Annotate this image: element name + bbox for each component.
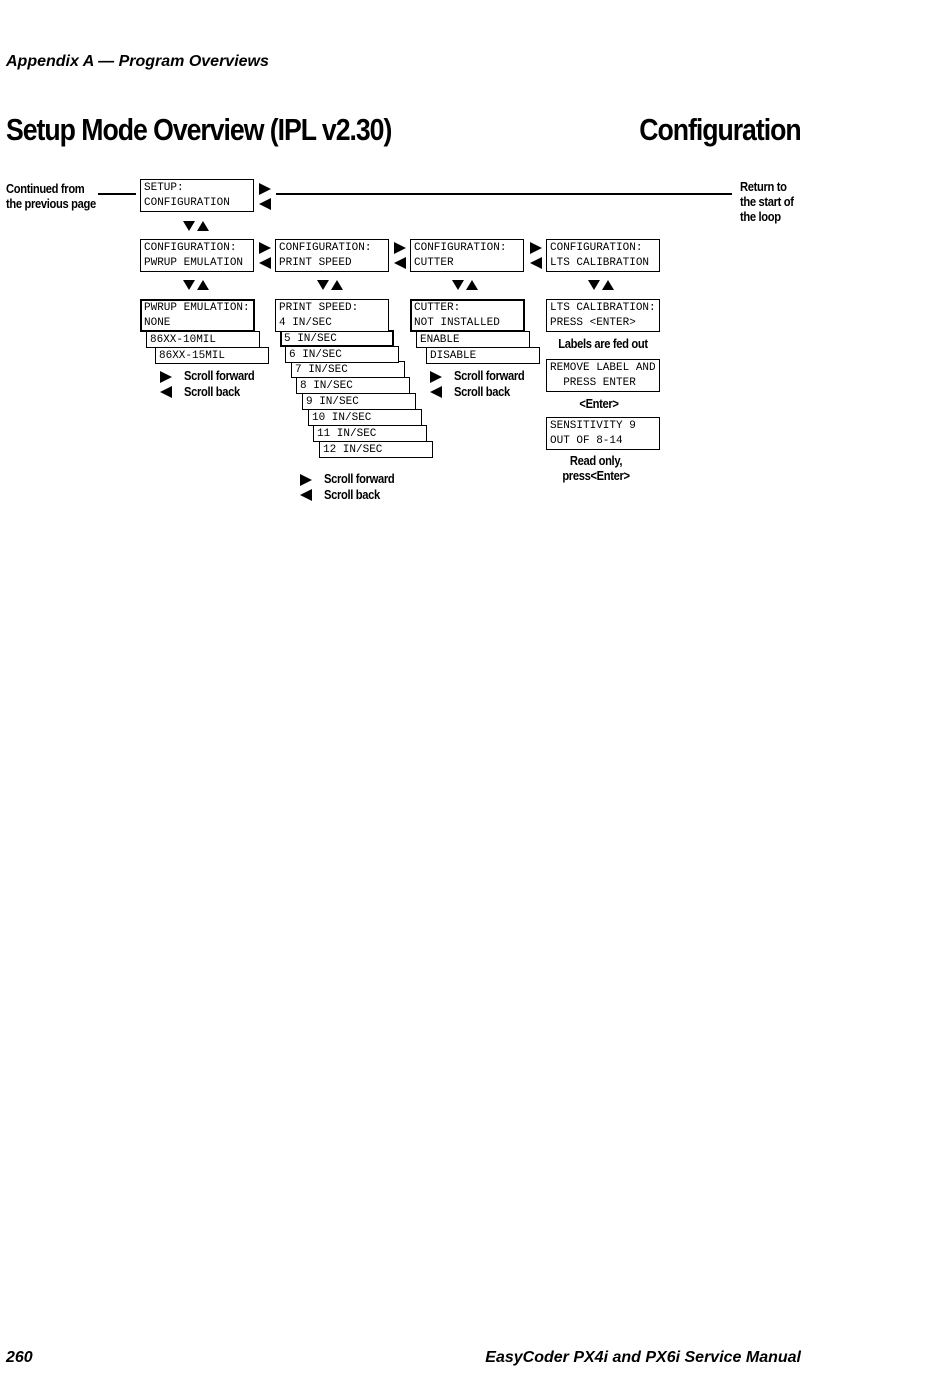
print-speed-option: 6 IN/SEC xyxy=(285,346,399,363)
scroll-forward-icon xyxy=(160,371,172,383)
right-arrow-icon xyxy=(259,242,271,254)
setup-configuration-box: SETUP: CONFIGURATION xyxy=(140,179,254,212)
scroll-legend-pwrup: Scroll forward Scroll back xyxy=(184,368,255,399)
manual-title: EasyCoder PX4i and PX6i Service Manual xyxy=(485,1349,801,1366)
cutter-selected-box: CUTTER: NOT INSTALLED xyxy=(410,299,525,332)
scroll-back-icon xyxy=(160,386,172,398)
config-lts-calibration-box: CONFIGURATION: LTS CALIBRATION xyxy=(546,239,660,272)
appendix-header: Appendix A — Program Overviews xyxy=(6,53,269,70)
print-speed-selected-box: PRINT SPEED: 4 IN/SEC xyxy=(275,299,389,332)
print-speed-option: 10 IN/SEC xyxy=(308,409,422,426)
print-speed-option: 7 IN/SEC xyxy=(291,361,405,378)
down-arrow-icon xyxy=(183,280,195,290)
enter-note: <Enter> xyxy=(579,396,619,411)
return-to-label: Return to the start of the loop xyxy=(740,179,794,224)
config-cutter-box: CONFIGURATION: CUTTER xyxy=(410,239,524,272)
scroll-legend-print-speed: Scroll forward Scroll back xyxy=(324,471,395,502)
print-speed-option: 12 IN/SEC xyxy=(319,441,433,458)
sensitivity-box: SENSITIVITY 9 OUT OF 8-14 xyxy=(546,417,660,450)
pwrup-option: 86XX-10MIL xyxy=(146,331,260,348)
print-speed-option: 9 IN/SEC xyxy=(302,393,416,410)
print-speed-option: 5 IN/SEC xyxy=(280,330,394,347)
right-arrow-icon xyxy=(530,242,542,254)
section-title: Configuration xyxy=(639,112,801,147)
page-title: Setup Mode Overview (IPL v2.30) xyxy=(6,112,392,147)
left-arrow-icon xyxy=(394,257,406,269)
scroll-legend-cutter: Scroll forward Scroll back xyxy=(454,368,525,399)
scroll-back-icon xyxy=(430,386,442,398)
down-arrow-icon xyxy=(588,280,600,290)
pwrup-option: 86XX-15MIL xyxy=(155,347,269,364)
down-arrow-icon xyxy=(452,280,464,290)
scroll-back-icon xyxy=(300,489,312,501)
config-pwrup-emulation-box: CONFIGURATION: PWRUP EMULATION xyxy=(140,239,254,272)
print-speed-option: 8 IN/SEC xyxy=(296,377,410,394)
pwrup-selected-box: PWRUP EMULATION: NONE xyxy=(140,299,255,332)
up-arrow-icon xyxy=(197,221,209,231)
lts-calibration-box: LTS CALIBRATION: PRESS <ENTER> xyxy=(546,299,660,332)
left-arrow-icon xyxy=(259,257,271,269)
labels-fed-out-note: Labels are fed out xyxy=(558,336,648,351)
left-arrow-icon xyxy=(259,198,271,210)
up-arrow-icon xyxy=(331,280,343,290)
down-arrow-icon xyxy=(317,280,329,290)
cutter-option: DISABLE xyxy=(426,347,540,364)
read-only-note: Read only, press<Enter> xyxy=(562,453,630,483)
right-arrow-icon xyxy=(259,183,271,195)
cutter-option: ENABLE xyxy=(416,331,530,348)
page-number: 260 xyxy=(6,1349,33,1366)
down-arrow-icon xyxy=(183,221,195,231)
print-speed-option: 11 IN/SEC xyxy=(313,425,427,442)
left-arrow-icon xyxy=(530,257,542,269)
right-arrow-icon xyxy=(394,242,406,254)
scroll-forward-icon xyxy=(430,371,442,383)
continued-from-label: Continued from the previous page xyxy=(6,181,96,211)
up-arrow-icon xyxy=(602,280,614,290)
config-print-speed-box: CONFIGURATION: PRINT SPEED xyxy=(275,239,389,272)
remove-label-box: REMOVE LABEL AND PRESS ENTER xyxy=(546,359,660,392)
up-arrow-icon xyxy=(197,280,209,290)
up-arrow-icon xyxy=(466,280,478,290)
scroll-forward-icon xyxy=(300,474,312,486)
